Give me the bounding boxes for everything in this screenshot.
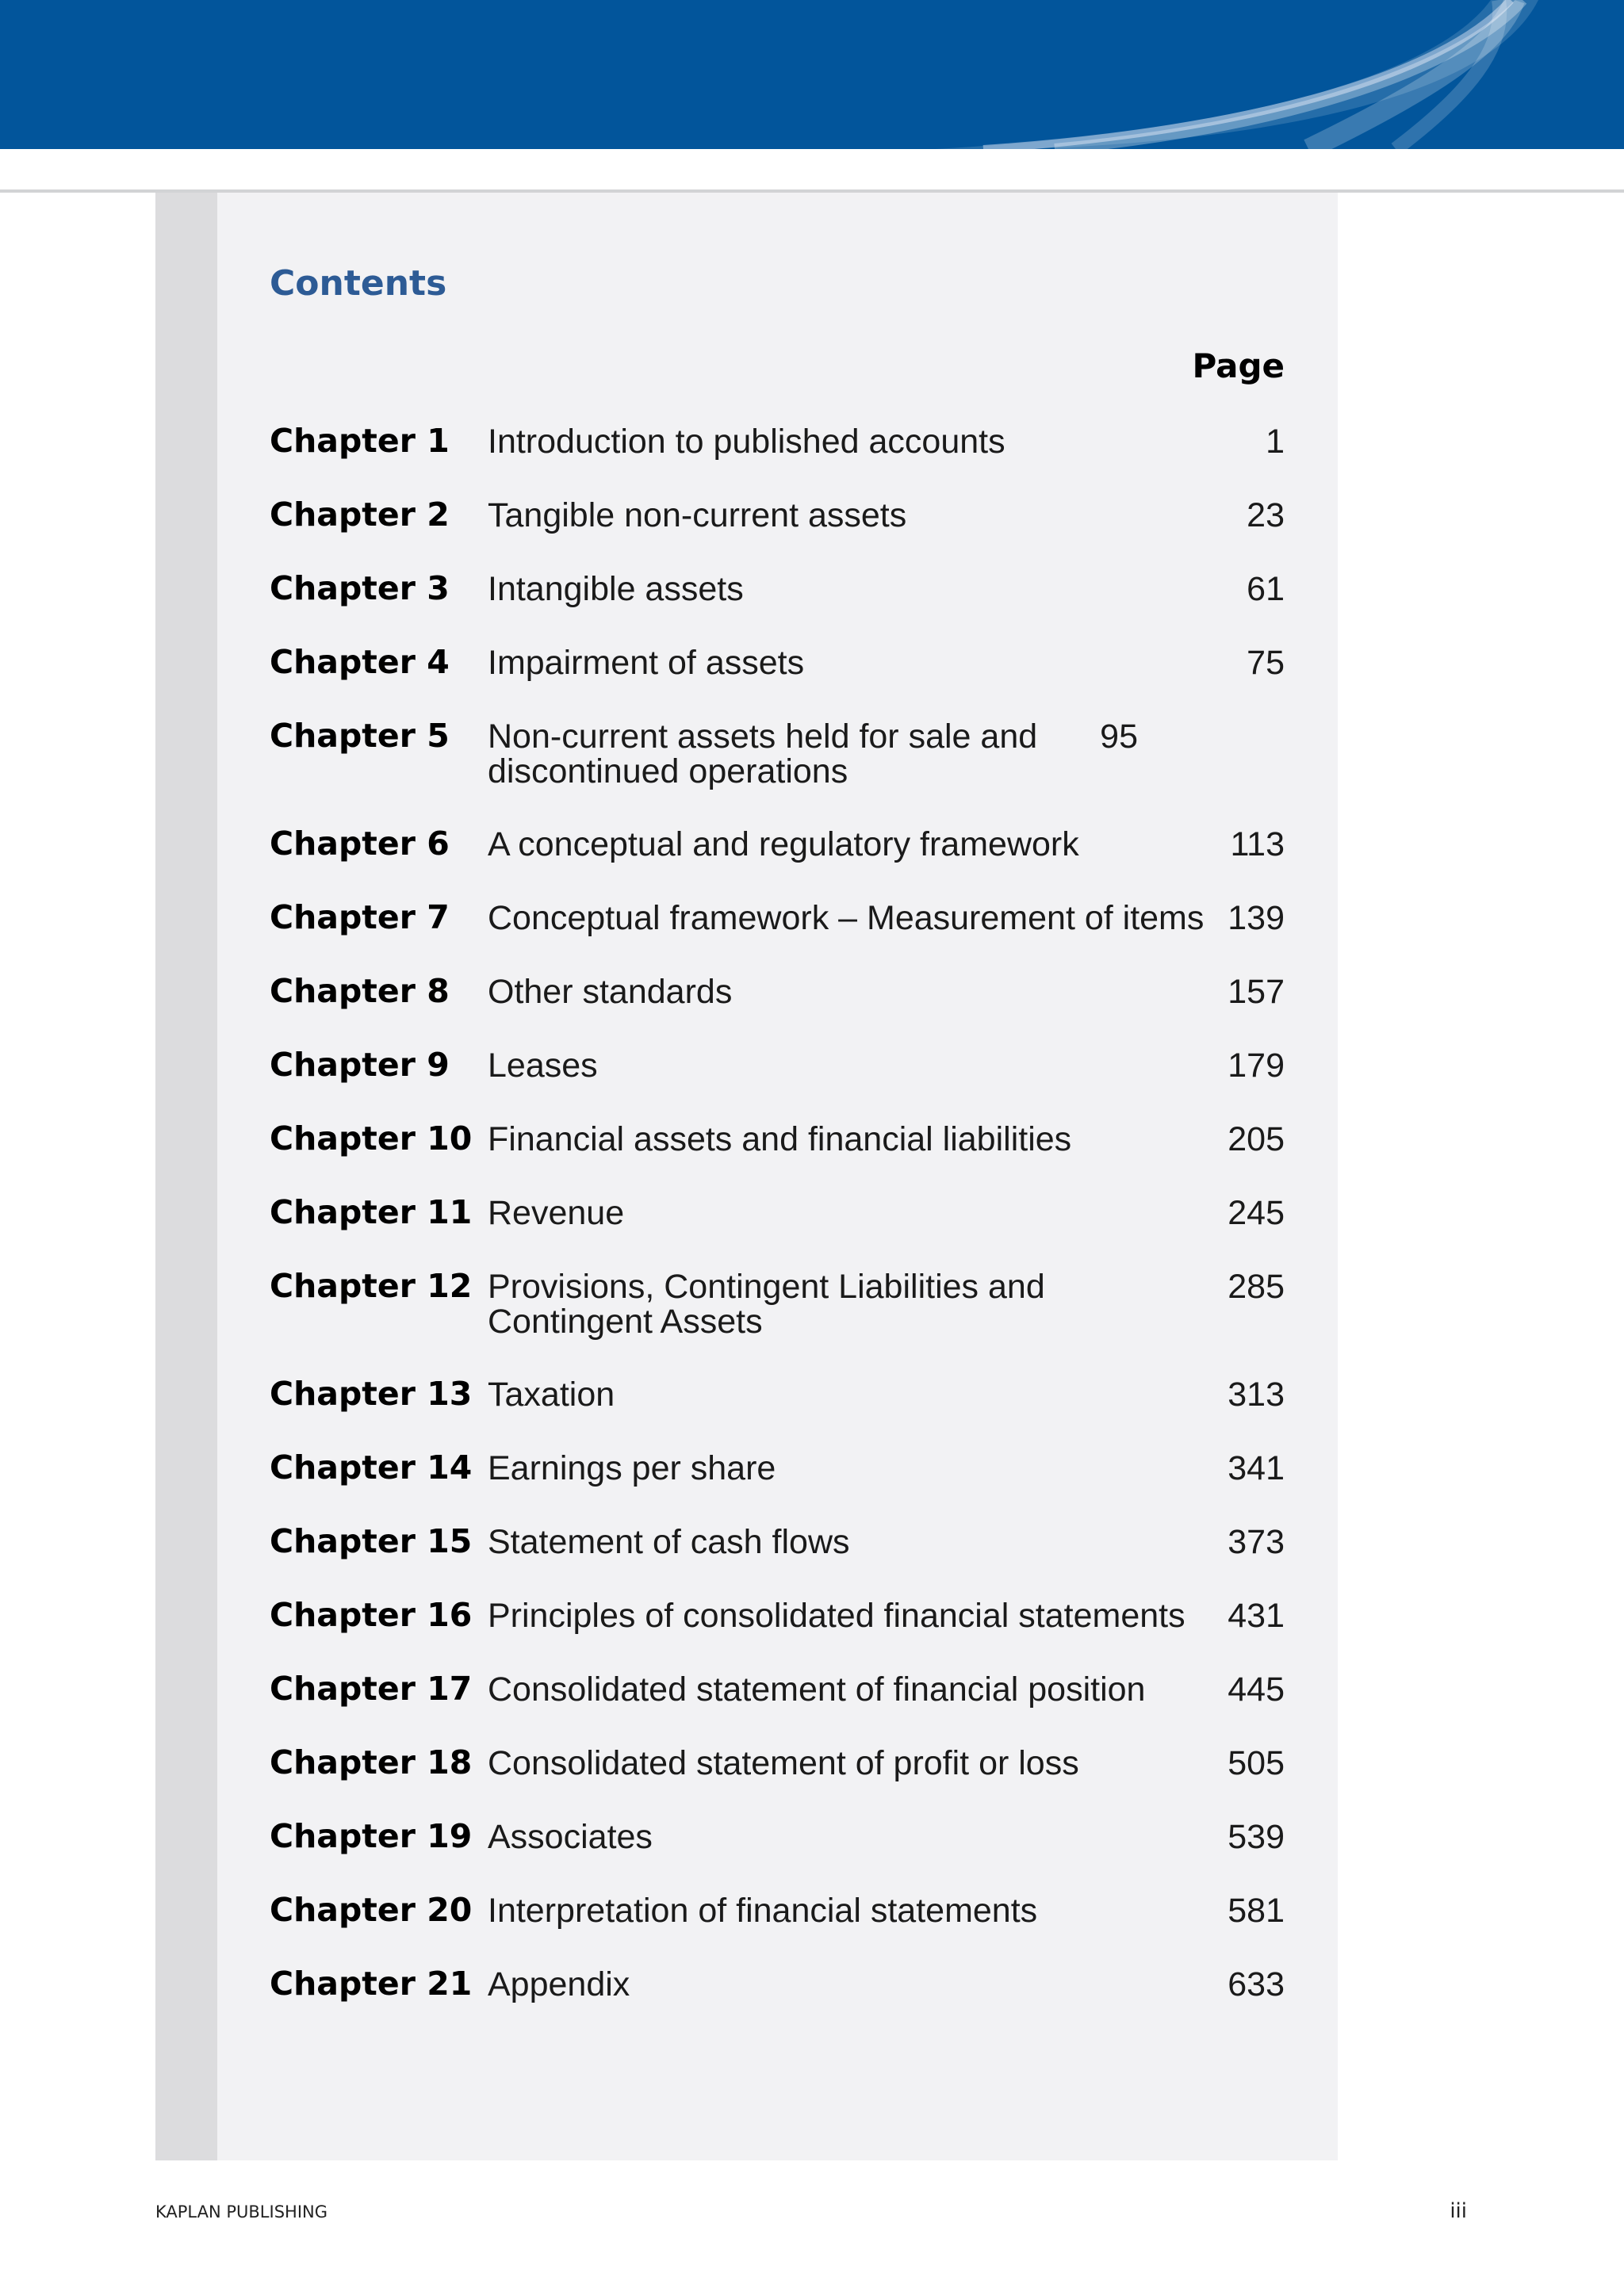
chapter-title: Tangible non-current assets <box>488 496 907 534</box>
chapter-title: A conceptual and regulatory framework <box>488 825 1079 863</box>
chapter-title: Impairment of assets <box>488 644 805 682</box>
page-number: 341 <box>1228 1449 1285 1487</box>
chapter-number: Chapter 13 <box>270 1375 473 1413</box>
chapter-title: Statement of cash flows <box>488 1523 850 1561</box>
chapter-number: Chapter 21 <box>270 1965 473 2003</box>
page-number: 445 <box>1228 1670 1285 1709</box>
page-number: 157 <box>1228 973 1285 1011</box>
header-banner <box>0 0 1624 149</box>
toc-entry[interactable] <box>270 569 1285 607</box>
chapter-title: Consolidated statement of financial position <box>488 1670 1146 1709</box>
toc-entry[interactable] <box>270 1267 1285 1339</box>
chapter-title: Financial assets and financial liabilities <box>488 1120 1072 1158</box>
chapter-title: Introduction to published accounts <box>488 423 1005 461</box>
chapter-title: Non-current assets held for sale and discontinued operations <box>488 718 1038 790</box>
page-number: 581 <box>1228 1892 1285 1930</box>
page-number: 61 <box>1247 570 1285 608</box>
toc-entry[interactable] <box>270 496 1285 534</box>
header-swoosh-graphic <box>0 0 1624 149</box>
page-number: 179 <box>1228 1047 1285 1085</box>
chapter-title: Provisions, Contingent Liabilities and Contingent Assets <box>488 1268 1045 1341</box>
toc-entry[interactable] <box>270 972 1285 1010</box>
chapter-number: Chapter 6 <box>270 825 450 863</box>
chapter-number: Chapter 12 <box>270 1267 473 1305</box>
page-number: 1 <box>1266 423 1285 461</box>
chapter-number: Chapter 11 <box>270 1193 473 1231</box>
chapter-number: Chapter 16 <box>270 1596 473 1634</box>
chapter-number: Chapter 9 <box>270 1046 450 1084</box>
page-number: 139 <box>1228 899 1285 937</box>
chapter-title: Associates <box>488 1818 653 1856</box>
toc-entry[interactable] <box>270 1448 1285 1487</box>
chapter-title: Intangible assets <box>488 570 744 608</box>
page-number: 75 <box>1247 644 1285 682</box>
page-number: 431 <box>1228 1597 1285 1635</box>
page-number: 633 <box>1228 1965 1285 2003</box>
page-number: 505 <box>1228 1744 1285 1782</box>
chapter-title: Conceptual framework – Measurement of items <box>488 899 1205 937</box>
toc-entry[interactable] <box>270 1817 1285 1855</box>
page-number: 313 <box>1228 1376 1285 1414</box>
chapter-number: Chapter 19 <box>270 1817 473 1855</box>
chapter-title: Interpretation of financial statements <box>488 1892 1038 1930</box>
chapter-number: Chapter 7 <box>270 898 450 936</box>
chapter-number: Chapter 2 <box>270 496 450 534</box>
chapter-title: Earnings per share <box>488 1449 776 1487</box>
page-number: 205 <box>1228 1120 1285 1158</box>
page-number: 23 <box>1247 496 1285 534</box>
chapter-number: Chapter 4 <box>270 643 450 681</box>
chapter-title: Other standards <box>488 973 733 1011</box>
page-number: 245 <box>1228 1194 1285 1232</box>
page-number: 113 <box>1230 825 1285 863</box>
chapter-number: Chapter 18 <box>270 1743 473 1781</box>
toc-entry[interactable] <box>270 1119 1285 1158</box>
panel-side-stripe <box>155 193 217 2160</box>
chapter-title: Taxation <box>488 1376 615 1414</box>
chapter-number: Chapter 20 <box>270 1891 473 1929</box>
page-number: 373 <box>1228 1523 1285 1561</box>
chapter-title: Consolidated statement of profit or loss <box>488 1744 1079 1782</box>
toc-entry[interactable] <box>270 1193 1285 1231</box>
chapter-number: Chapter 14 <box>270 1448 473 1487</box>
chapter-number: Chapter 15 <box>270 1522 473 1560</box>
toc-entry[interactable] <box>270 717 1285 789</box>
chapter-number: Chapter 17 <box>270 1670 473 1708</box>
toc-entry[interactable] <box>270 643 1285 681</box>
toc-entry[interactable] <box>270 1965 1285 2003</box>
chapter-number: Chapter 8 <box>270 972 450 1010</box>
toc-entry[interactable] <box>270 1670 1285 1708</box>
chapter-title: Revenue <box>488 1194 625 1232</box>
footer-page-number: iii <box>1450 2199 1467 2223</box>
page-number: 285 <box>1228 1268 1285 1306</box>
chapter-number: Chapter 3 <box>270 569 450 607</box>
footer-publisher: KAPLAN PUBLISHING <box>155 2202 327 2221</box>
toc-entry[interactable] <box>270 1891 1285 1929</box>
chapter-title: Principles of consolidated financial statements <box>488 1597 1185 1635</box>
chapter-number: Chapter 10 <box>270 1119 473 1158</box>
chapter-title: Appendix <box>488 1965 630 2003</box>
page-column-heading: Page <box>1192 346 1285 385</box>
toc-entry[interactable] <box>270 1522 1285 1560</box>
chapter-number: Chapter 5 <box>270 717 450 755</box>
toc-entry[interactable] <box>270 422 1285 460</box>
table-of-contents <box>270 422 1285 2038</box>
page-number: 539 <box>1228 1818 1285 1856</box>
toc-entry[interactable] <box>270 1375 1285 1413</box>
toc-entry[interactable] <box>270 1596 1285 1634</box>
toc-entry[interactable] <box>270 1743 1285 1781</box>
chapter-number: Chapter 1 <box>270 422 450 460</box>
toc-entry[interactable] <box>270 898 1285 936</box>
contents-heading: Contents <box>270 263 447 304</box>
toc-entry[interactable] <box>270 825 1285 863</box>
page-number: 95 <box>1100 718 1138 756</box>
chapter-title: Leases <box>488 1047 598 1085</box>
toc-entry[interactable] <box>270 1046 1285 1084</box>
